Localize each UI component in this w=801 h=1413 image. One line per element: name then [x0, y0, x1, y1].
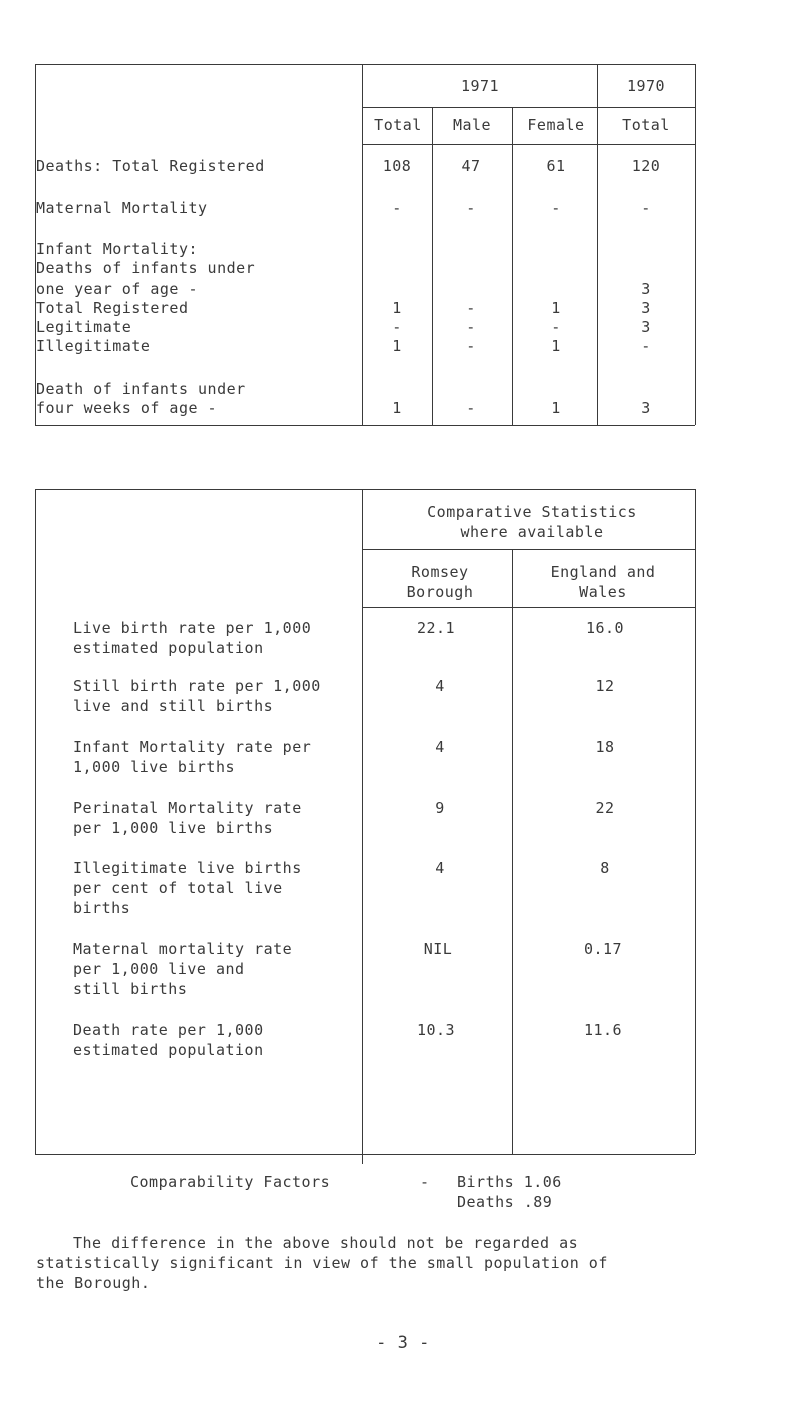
- legitimate-male: -: [466, 318, 476, 336]
- deaths-male: 47: [461, 157, 481, 175]
- table2-header-line1: Comparative Statistics: [427, 503, 637, 521]
- stat-england-value: 22: [595, 799, 615, 817]
- stat-label-line: still births: [73, 980, 188, 998]
- legitimate-female: -: [551, 318, 561, 336]
- four-weeks-1970: 3: [641, 399, 651, 417]
- comparability-births: Births 1.06: [457, 1173, 562, 1191]
- maternal-female: -: [551, 199, 561, 217]
- table2-header-line2: where available: [460, 523, 604, 541]
- header-female: Female: [527, 116, 585, 134]
- four-weeks-total: 1: [392, 399, 402, 417]
- table2-col-divider-2: [512, 549, 513, 1154]
- table1-header-bottom: [362, 144, 695, 145]
- stat-label-line: Still birth rate per 1,000: [73, 677, 321, 695]
- maternal-total: -: [392, 199, 402, 217]
- maternal-total-1970: -: [641, 199, 651, 217]
- table1-right-border: [695, 64, 696, 425]
- header-total-1970: Total: [622, 116, 670, 134]
- stat-romsey-value: 4: [435, 677, 445, 695]
- stat-label-line: births: [73, 899, 131, 917]
- deaths-total-1970: 120: [631, 157, 661, 175]
- total-registered-female: 1: [551, 299, 561, 317]
- row-label-deaths: Deaths: Total Registered: [36, 157, 265, 175]
- stat-england-value: 8: [600, 859, 610, 877]
- header-1970: 1970: [626, 77, 666, 95]
- table1-col-divider-2: [432, 107, 433, 425]
- stat-label-line: estimated population: [73, 1041, 264, 1059]
- col-england-line2: Wales: [579, 583, 627, 601]
- note-line: The difference in the above should not be regarded as: [73, 1234, 579, 1252]
- row-label-total-registered: Total Registered: [36, 299, 189, 317]
- table1-top-border: [35, 64, 695, 65]
- table1-year-divider: [362, 107, 695, 108]
- page-number: - 3 -: [376, 1333, 430, 1353]
- stat-label-line: estimated population: [73, 639, 264, 657]
- note-line: statistically significant in view of the small population of: [36, 1254, 608, 1272]
- table2-col-divider-1: [362, 489, 363, 1164]
- total-registered-total: 1: [392, 299, 402, 317]
- row-label-infant-title: Infant Mortality:: [36, 240, 199, 258]
- col-romsey-line2: Borough: [406, 583, 474, 601]
- table2-left-border: [35, 489, 36, 1154]
- stat-label-line: per 1,000 live births: [73, 819, 274, 837]
- comparability-deaths: Deaths .89: [457, 1193, 553, 1211]
- illegitimate-male: -: [466, 337, 476, 355]
- col-england-line1: England and: [550, 563, 656, 581]
- row-label-illegitimate: Illegitimate: [36, 337, 151, 355]
- infant-under-one-1970: 3: [641, 280, 651, 298]
- stat-label-line: 1,000 live births: [73, 758, 236, 776]
- header-1971: 1971: [460, 77, 500, 95]
- comparability-dash: -: [420, 1173, 430, 1191]
- stat-label-line: per 1,000 live and: [73, 960, 245, 978]
- row-label-infant-sub2: one year of age -: [36, 280, 199, 298]
- row-label-four-weeks-2: four weeks of age -: [36, 399, 218, 417]
- table1-bottom-border: [35, 425, 695, 426]
- stat-label-line: Maternal mortality rate: [73, 940, 293, 958]
- stat-label-line: Live birth rate per 1,000: [73, 619, 312, 637]
- stat-romsey-value: 4: [435, 859, 445, 877]
- stat-romsey-value: 9: [435, 799, 445, 817]
- table2-header-bottom: [362, 607, 695, 608]
- stat-label-line: per cent of total live: [73, 879, 283, 897]
- total-registered-male: -: [466, 299, 476, 317]
- table1-col-divider-4: [597, 64, 598, 425]
- stat-england-value: 0.17: [583, 940, 623, 958]
- illegitimate-female: 1: [551, 337, 561, 355]
- illegitimate-total: 1: [392, 337, 402, 355]
- total-registered-1970: 3: [641, 299, 651, 317]
- table1-col-divider-1: [362, 64, 363, 425]
- deaths-female: 61: [546, 157, 566, 175]
- comparability-label: Comparability Factors: [130, 1173, 331, 1191]
- row-label-infant-sub1: Deaths of infants under: [36, 259, 256, 277]
- stat-england-value: 12: [595, 677, 615, 695]
- table1-col-divider-3: [512, 107, 513, 425]
- legitimate-total: -: [392, 318, 402, 336]
- stat-label-line: Infant Mortality rate per: [73, 738, 312, 756]
- stat-romsey-value: 4: [435, 738, 445, 756]
- four-weeks-male: -: [466, 399, 476, 417]
- header-total-1971: Total: [374, 116, 422, 134]
- stat-england-value: 11.6: [583, 1021, 623, 1039]
- table2-header-divider: [362, 549, 695, 550]
- stat-label-line: live and still births: [73, 697, 274, 715]
- stat-romsey-value: 10.3: [416, 1021, 456, 1039]
- stat-label-line: Perinatal Mortality rate: [73, 799, 302, 817]
- maternal-male: -: [466, 199, 476, 217]
- table2-right-border: [695, 489, 696, 1154]
- header-male: Male: [452, 116, 492, 134]
- stat-romsey-value: NIL: [423, 940, 453, 958]
- stat-label-line: Death rate per 1,000: [73, 1021, 264, 1039]
- row-label-four-weeks-1: Death of infants under: [36, 380, 246, 398]
- illegitimate-1970: -: [641, 337, 651, 355]
- table2-bottom-border: [35, 1154, 695, 1155]
- stat-label-line: Illegitimate live births: [73, 859, 302, 877]
- row-label-maternal: Maternal Mortality: [36, 199, 208, 217]
- stat-england-value: 16.0: [585, 619, 625, 637]
- note-line: the Borough.: [36, 1274, 151, 1292]
- stat-romsey-value: 22.1: [416, 619, 456, 637]
- stat-england-value: 18: [595, 738, 615, 756]
- row-label-legitimate: Legitimate: [36, 318, 132, 336]
- col-romsey-line1: Romsey: [411, 563, 469, 581]
- table2-top-border: [35, 489, 695, 490]
- deaths-total: 108: [382, 157, 412, 175]
- four-weeks-female: 1: [551, 399, 561, 417]
- legitimate-1970: 3: [641, 318, 651, 336]
